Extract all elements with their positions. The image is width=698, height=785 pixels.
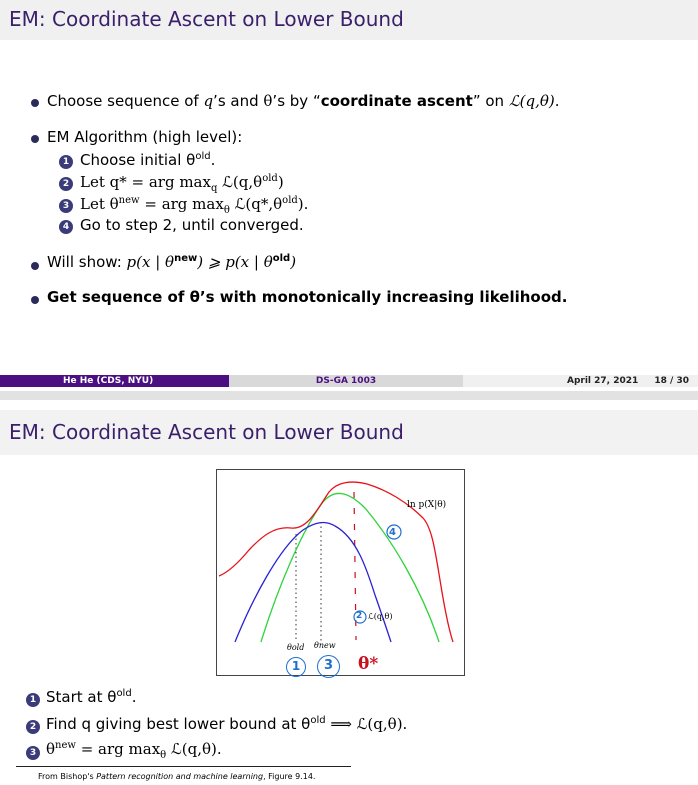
step-2: [80, 173, 284, 194]
text: .: [210, 151, 216, 169]
sup: new: [55, 740, 76, 751]
bullet-dot: [31, 296, 39, 304]
text: = arg max: [139, 195, 224, 213]
math-q: q: [203, 92, 214, 110]
text: ℒ(q*,θ: [229, 195, 283, 213]
bullet-dot: [31, 262, 39, 270]
hand-label-2: 2: [356, 611, 363, 621]
lower-bound-new-curve: [261, 493, 439, 642]
slide-1: [0, 0, 698, 392]
text: , Figure 9.14.: [263, 772, 316, 781]
sup: old: [272, 253, 291, 264]
step-3: [80, 195, 308, 216]
text: Choose initial θ: [80, 151, 196, 169]
sup: old: [195, 151, 211, 162]
step-number-badge: 2: [59, 177, 73, 191]
footer-author-box: [0, 375, 229, 387]
step-4: Go to step 2, until converged.: [80, 216, 304, 234]
slide-title-bar: [0, 0, 698, 40]
hand-annotation-3: 3: [317, 655, 340, 678]
footer-author: He He (CDS, NYU): [63, 376, 154, 386]
sup: new: [118, 195, 140, 206]
math-lower-bound: ℒ(q,θ): [508, 92, 555, 110]
footer-course: DS-GA 1003: [229, 375, 463, 387]
sup: old: [262, 173, 278, 184]
text: ℒ(q,θ: [217, 173, 263, 191]
footer-date: April 27, 2021: [567, 376, 639, 386]
bullet-dot: [31, 99, 39, 107]
bullet-em-algorithm: EM Algorithm (high level):: [47, 128, 243, 146]
text: .: [554, 92, 560, 110]
text: Start at θ: [46, 688, 117, 706]
text: .: [131, 688, 137, 706]
math: ): [290, 253, 297, 271]
sub: θ: [160, 750, 167, 761]
hand-label-4: 4: [389, 527, 396, 538]
slide-separator: [0, 391, 698, 400]
tick-theta-old: θold: [287, 643, 305, 652]
item-number-badge: 2: [26, 720, 40, 734]
slide-title: EM: Coordinate Ascent on Lower Bound: [9, 420, 404, 444]
slide-title-bar: [0, 410, 698, 455]
text: Let θ: [80, 195, 119, 213]
text: Choose sequence of: [47, 92, 204, 110]
item-number-badge: 1: [26, 693, 40, 707]
sup: new: [174, 253, 198, 264]
slide-2: [0, 400, 698, 785]
text: Let q* = arg max: [80, 173, 211, 191]
footer-page-number: 18 / 30: [654, 376, 689, 386]
item-find-q: [46, 715, 407, 733]
label-log-likelihood: ln p(X|θ): [407, 500, 447, 510]
text: From Bishop's: [38, 772, 97, 781]
math-theta: θ: [263, 92, 273, 110]
math: ) ⩾ p(x | θ: [197, 253, 273, 271]
footer-date-box: [463, 375, 698, 387]
figure-caption: [38, 772, 315, 781]
item-start: [46, 688, 136, 706]
text: ): [277, 173, 284, 191]
bullet-will-show: [47, 253, 296, 271]
hand-annotation-theta-star: θ*: [358, 654, 379, 674]
text: Find q giving best lower bound at θ: [46, 715, 311, 733]
step-number-badge: 4: [59, 220, 73, 234]
text: θ: [46, 740, 56, 758]
text: ’s by “: [272, 92, 321, 110]
text: = arg max: [75, 740, 161, 758]
caption-rule: [16, 766, 351, 767]
text: Will show:: [47, 253, 127, 271]
sub: θ: [223, 205, 230, 216]
bullet-dot: [31, 135, 39, 143]
text: ℒ(q,θ).: [166, 740, 222, 758]
slide-title: EM: Coordinate Ascent on Lower Bound: [9, 7, 404, 31]
item-number-badge: 3: [26, 746, 40, 760]
text: ).: [297, 195, 309, 213]
label-lower-bound: ℒ(q,θ): [368, 612, 393, 621]
tick-theta-new: θnew: [314, 641, 336, 650]
emphasis: coordinate ascent: [320, 92, 473, 110]
step-1: [80, 151, 215, 169]
book-title: Pattern recognition and machine learning: [96, 772, 264, 781]
math: p(x | θ: [126, 253, 175, 271]
step-number-badge: 1: [59, 155, 73, 169]
hand-annotation-1: 1: [286, 657, 306, 677]
math: ⟹ ℒ(q,θ).: [325, 715, 408, 733]
sup: old: [310, 715, 326, 726]
sup: old: [282, 195, 298, 206]
item-argmax: [46, 740, 222, 761]
sup: old: [116, 688, 132, 699]
bullet-monotonic: Get sequence of θ’s with monotonically increasing likelihood.: [47, 288, 568, 306]
em-figure: [216, 469, 465, 676]
bullet-coordinate-ascent: [47, 92, 560, 110]
step-number-badge: 3: [59, 199, 73, 213]
text: ” on: [472, 92, 509, 110]
text: ’s and: [213, 92, 264, 110]
slide-footer: [0, 375, 698, 387]
sub: q: [210, 183, 218, 194]
